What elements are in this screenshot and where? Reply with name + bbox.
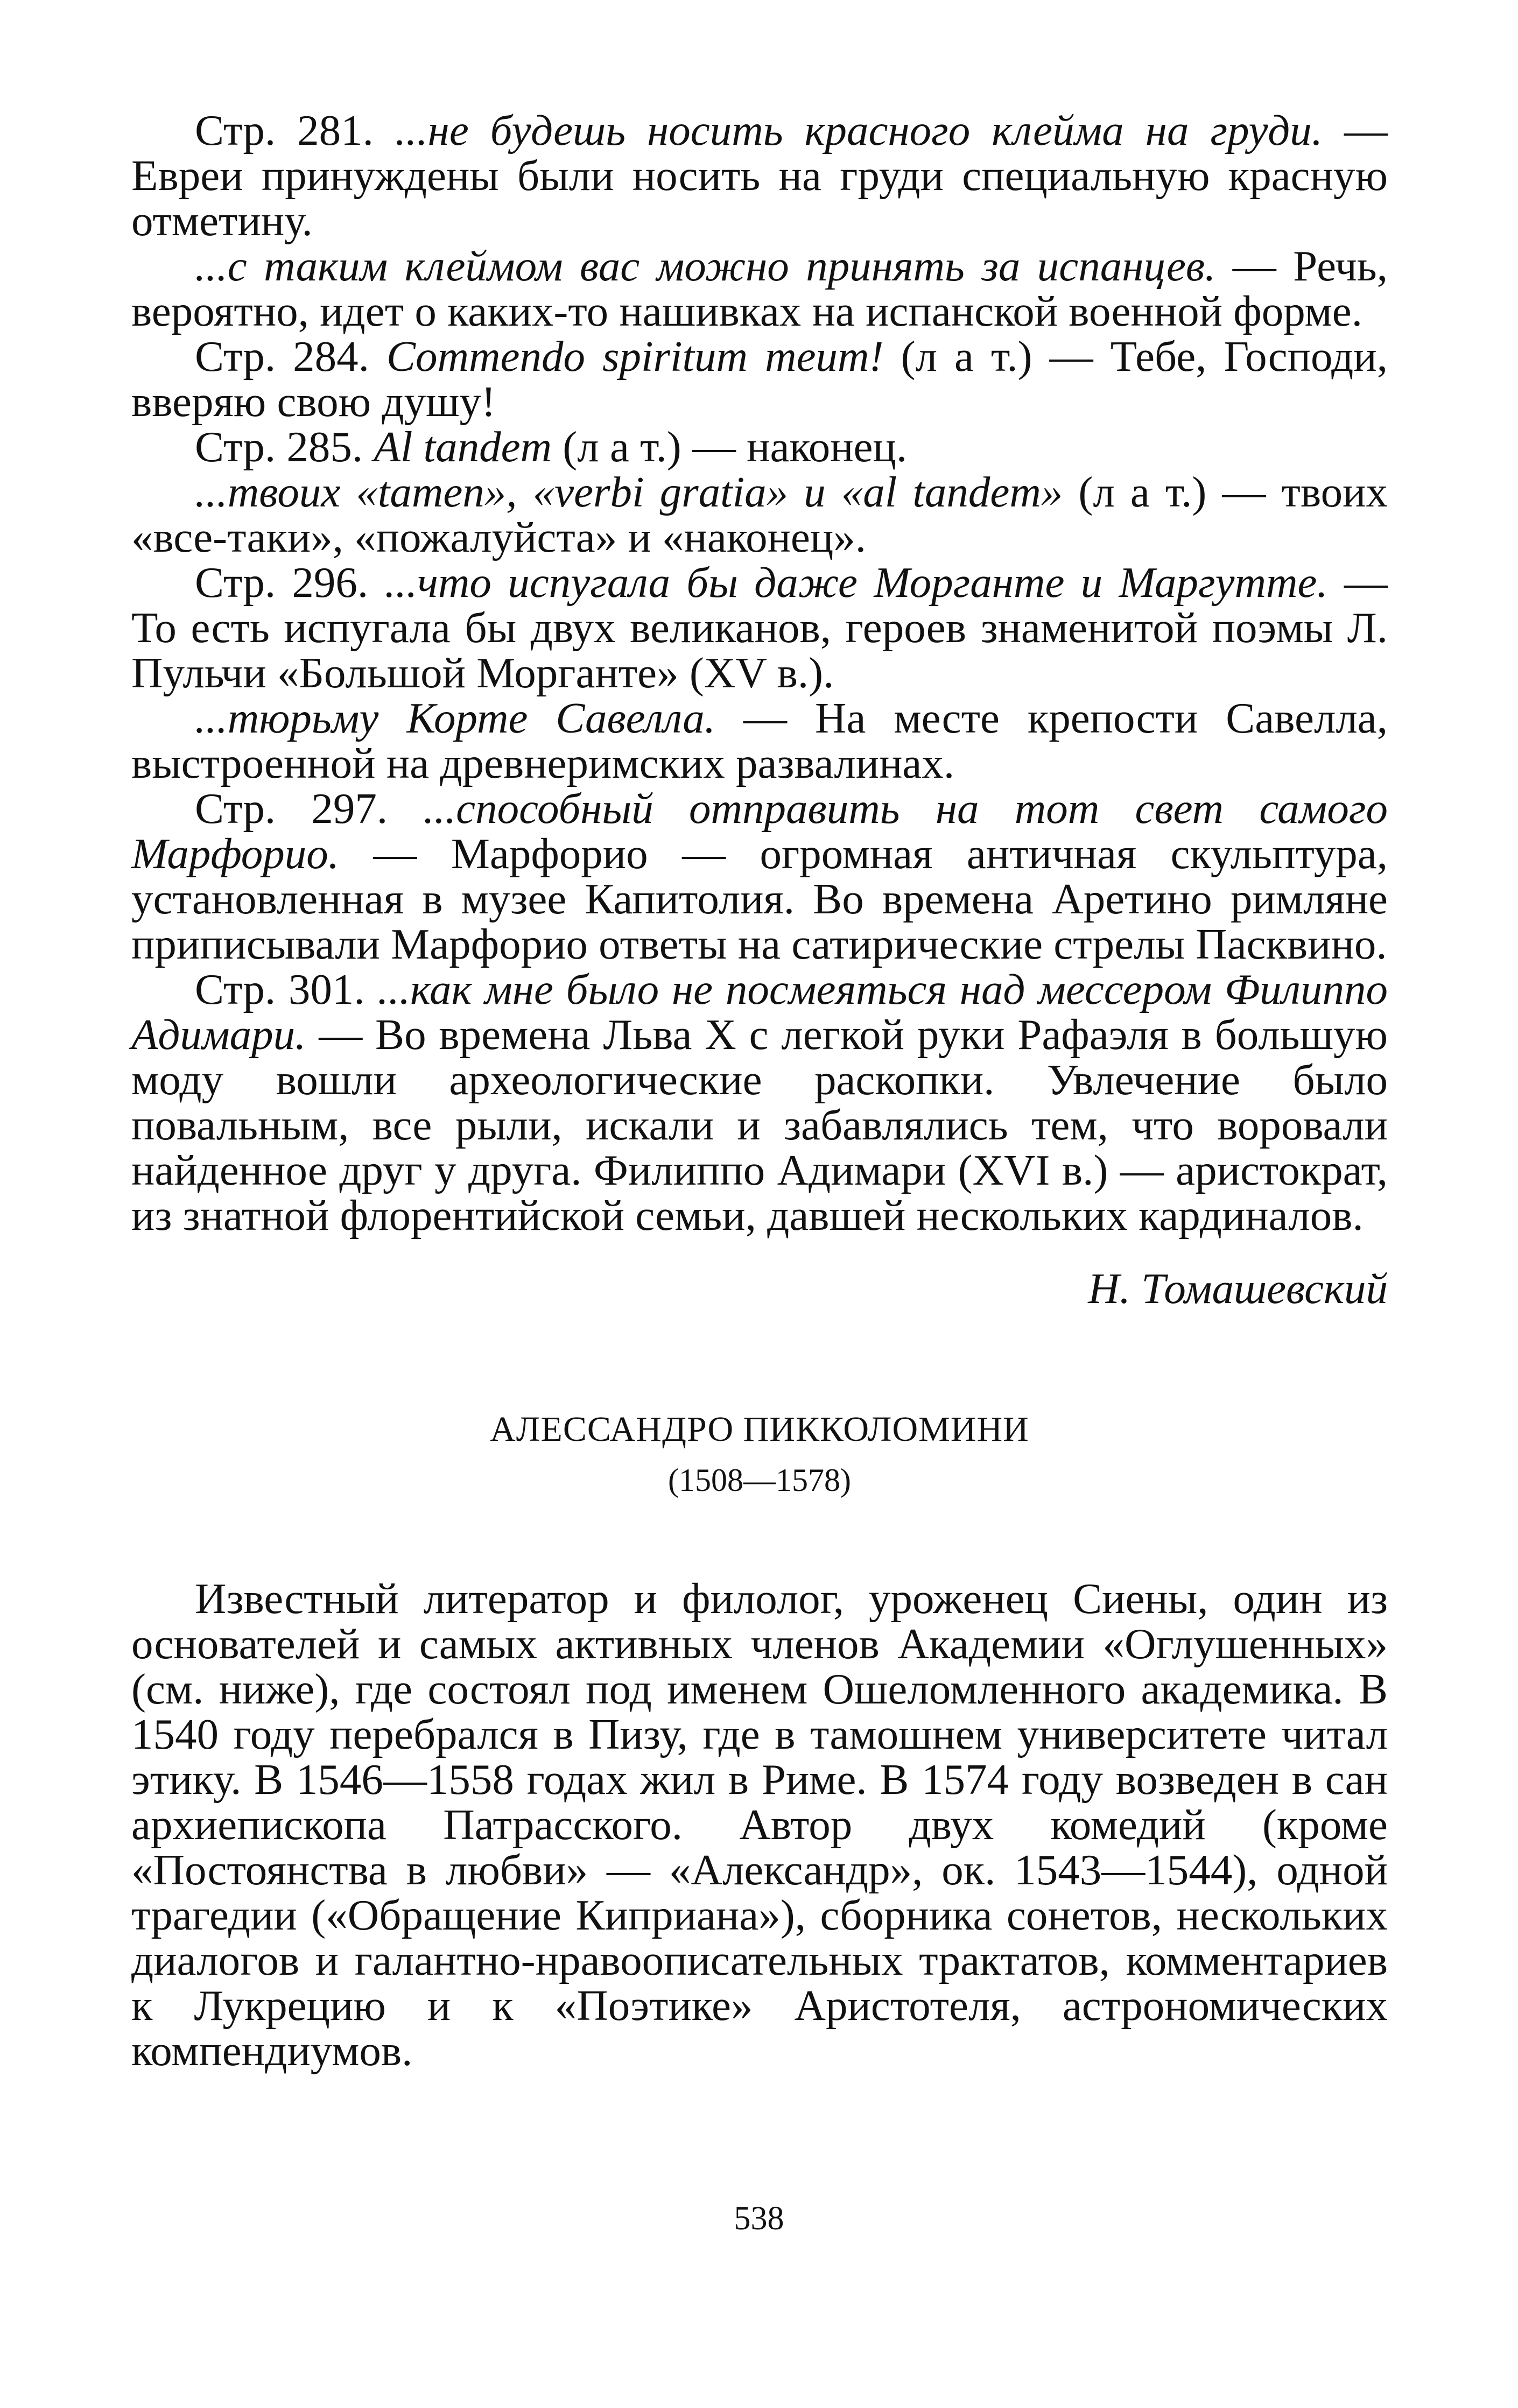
page-number: 538 xyxy=(734,2200,784,2237)
note-297 xyxy=(131,786,1388,967)
note-285 xyxy=(131,424,1388,469)
note-296 xyxy=(131,560,1388,695)
note-lead: Стр. 285. xyxy=(195,423,374,471)
note-quote: Al tandem xyxy=(374,423,552,471)
note-gloss: — То есть испугала бы двух великанов, героев знаменитой поэмы Л. Пульчи «Большой Морганте» (XV в.). xyxy=(131,558,1388,697)
note-gloss: — Речь, вероятно, идет о каких-то нашивках на испанской военной форме. xyxy=(131,242,1388,335)
note-gloss: — Евреи принуждены были носить на груди специальную красную отметину. xyxy=(131,106,1388,245)
note-gloss: (л а т.) — Тебе, Господи, вверяю свою душу! xyxy=(131,332,1388,426)
note-quote: ...с таким клеймом вас можно принять за испанцев. xyxy=(195,242,1216,290)
note-quote: ...твоих «tamen», «verbi gratia» и «al tandem» xyxy=(195,468,1063,516)
article-dates: (1508—1578) xyxy=(668,1462,851,1498)
note-lead: Стр. 284. xyxy=(195,332,386,381)
text-block xyxy=(131,108,1388,2073)
note-quote: ...тюрьму Корте Савелла. xyxy=(195,694,715,742)
note-gloss: — На месте крепости Савелла, выстроенной на древнеримских развалинах. xyxy=(131,694,1388,787)
article-bio: Известный литератор и филолог, уроженец Сиены, один из основателей и самых активных членов Академии «Оглушенных» (см. ниже), где состоял под именем Ошеломленного академика. В 1540 году перебрался в Пизу, где в тамошнем университете читал этику. В 1546—1558 годах жил в Риме. В 1574 году возведен в сан архиепископа Патрасского. Автор двух комедий (кроме «Постоянства в любви» — «Александр», ок. 1543—1544), одной трагедии («Обращение Киприана»), сборника сонетов, нескольких диалогов и галантно-нравоописательных трактатов, комментариев к Лукрецию и к «Поэтике» Аристотеля, астрономических компендиумов. xyxy=(131,1574,1388,2075)
author-signature: Н. Томашевский xyxy=(1088,1264,1388,1313)
note-quote: ...способный отправить на тот свет самого Марфорио. xyxy=(131,784,1388,878)
note-quote: ...что испугала бы даже Морганте и Маргутте. xyxy=(384,558,1328,607)
note-lead: Стр. 297. xyxy=(195,784,424,833)
note-quote: ...не будешь носить красного клейма на груди. xyxy=(395,106,1323,154)
note-lead: Стр. 281. xyxy=(195,106,395,154)
note-296-prison xyxy=(131,695,1388,786)
note-gloss: — Во времена Льва X с легкой руки Рафаэля в большую моду вошли археологические раскопки. Увлечение было повальным, все рыли, искали и забавлялись тем, что воровали найденное друг у друга. Филиппо Адимари (XVI в.) — аристократ, из знатной флорентийской семьи, давшей нескольких кардиналов. xyxy=(131,1010,1388,1240)
note-281 xyxy=(131,108,1388,243)
note-lead: Стр. 301. xyxy=(195,965,378,1013)
note-quote: Commendo spiritum meum! xyxy=(386,332,884,381)
note-284 xyxy=(131,334,1388,424)
note-gloss: (л а т.) — наконец. xyxy=(552,423,908,471)
note-285-latin xyxy=(131,469,1388,560)
note-301 xyxy=(131,967,1388,1238)
note-gloss: — Марфорио — огромная античная скульптура, установленная в музее Капитолия. Во времена Аретино римляне приписывали Марфорио ответы на сатирические стрелы Пасквино. xyxy=(131,829,1388,968)
note-281-spaniards xyxy=(131,243,1388,334)
article-title: АЛЕССАНДРО ПИККОЛОМИНИ xyxy=(490,1410,1029,1449)
note-gloss: (л а т.) — твоих «все-таки», «пожалуйста» и «наконец». xyxy=(131,468,1388,561)
note-quote: ...как мне было не посмеяться над мессером Филиппо Адимари. xyxy=(131,965,1388,1059)
note-lead: Стр. 296. xyxy=(195,558,385,607)
